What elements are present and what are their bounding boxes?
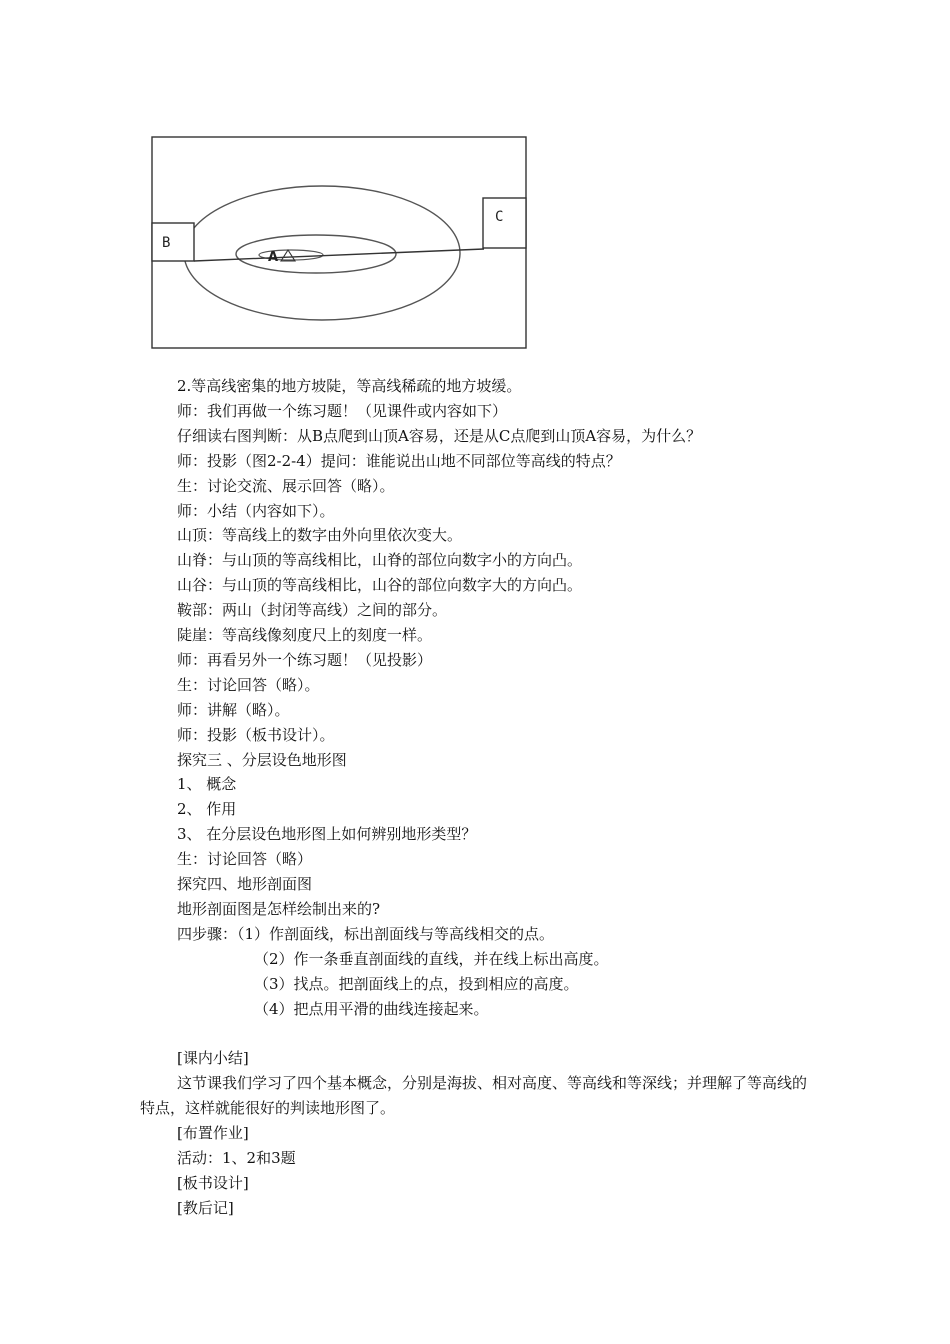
text-line-4: 师：投影（图2-2-4）提问：谁能说出山地不同部位等高线的特点？ (177, 451, 621, 470)
step-3: （3）找点。把剖面线上的点，投到相应的高度。 (254, 974, 579, 993)
text-line-1: 2.等高线密集的地方坡陡，等高线稀疏的地方坡缓。 (177, 377, 522, 395)
text-line-3: 仔细读右图判断：从B点爬到山顶A容易，还是从C点爬到山顶A容易，为什么？ (177, 426, 702, 445)
text-line-13: 生：讨论回答（略）。 (177, 675, 320, 694)
homework-heading: [布置作业] (177, 1124, 249, 1142)
text-line-9: 山谷：与山顶的等高线相比，山谷的部位向数字大的方向凸。 (177, 576, 583, 595)
afterword-heading: [教后记] (177, 1199, 234, 1217)
board-heading: [板书设计] (177, 1174, 249, 1192)
text-line-10: 鞍部：两山（封闭等高线）之间的部分。 (177, 601, 448, 620)
label-c: C (495, 209, 504, 225)
text-line-23: 四步骤：（1）作剖面线，标出剖面线与等高线相交的点。 (177, 924, 555, 943)
step-4: （4）把点用平滑的曲线连接起来。 (254, 999, 489, 1018)
homework-text: 活动：1、2和3题 (177, 1149, 296, 1167)
text-line-21: 探究四、地形剖面图 (177, 875, 313, 893)
text-line-14: 师：讲解（略）。 (177, 700, 290, 719)
text-line-6: 师：小结（内容如下）。 (177, 501, 335, 520)
text-line-19: 3、 在分层设色地形图上如何辨别地形类型？ (177, 825, 477, 844)
summary-heading: [课内小结] (177, 1049, 249, 1067)
step-2: （2）作一条垂直剖面线的直线，并在线上标出高度。 (254, 949, 609, 968)
text-line-12: 师：再看另外一个练习题！（见投影） (177, 650, 433, 669)
text-line-22: 地形剖面图是怎样绘制出来的? (177, 899, 381, 918)
contour-outer (184, 186, 460, 320)
box-b (152, 223, 194, 261)
text-line-8: 山脊：与山顶的等高线相比，山脊的部位向数字小的方向凸。 (177, 551, 583, 570)
box-c (483, 198, 526, 248)
text-line-5: 生：讨论交流、展示回答（略）。 (177, 476, 395, 495)
contour-diagram (150, 135, 530, 350)
text-line-20: 生：讨论回答（略） (177, 850, 313, 869)
diagram-frame (152, 137, 526, 348)
label-b: B (162, 235, 171, 251)
text-line-18: 2、 作用 (177, 800, 237, 819)
text-line-2: 师：我们再做一个练习题！（见课件或内容如下） (177, 401, 508, 420)
text-line-16: 探究三 、分层设色地形图 (177, 750, 347, 769)
label-a: A (268, 250, 279, 265)
text-line-7: 山顶：等高线上的数字由外向里依次变大。 (177, 526, 463, 545)
summary-text: 这节课我们学习了四个基本概念，分别是海拔、相对高度、等高线和等深线；并理解了等高线的特点，这样就能很好的判读地形图了。 (140, 1074, 808, 1117)
text-line-17: 1、 概念 (177, 775, 237, 794)
text-line-11: 陡崖：等高线像刻度尺上的刻度一样。 (177, 626, 433, 644)
text-line-15: 师：投影（板书设计）。 (177, 725, 335, 744)
